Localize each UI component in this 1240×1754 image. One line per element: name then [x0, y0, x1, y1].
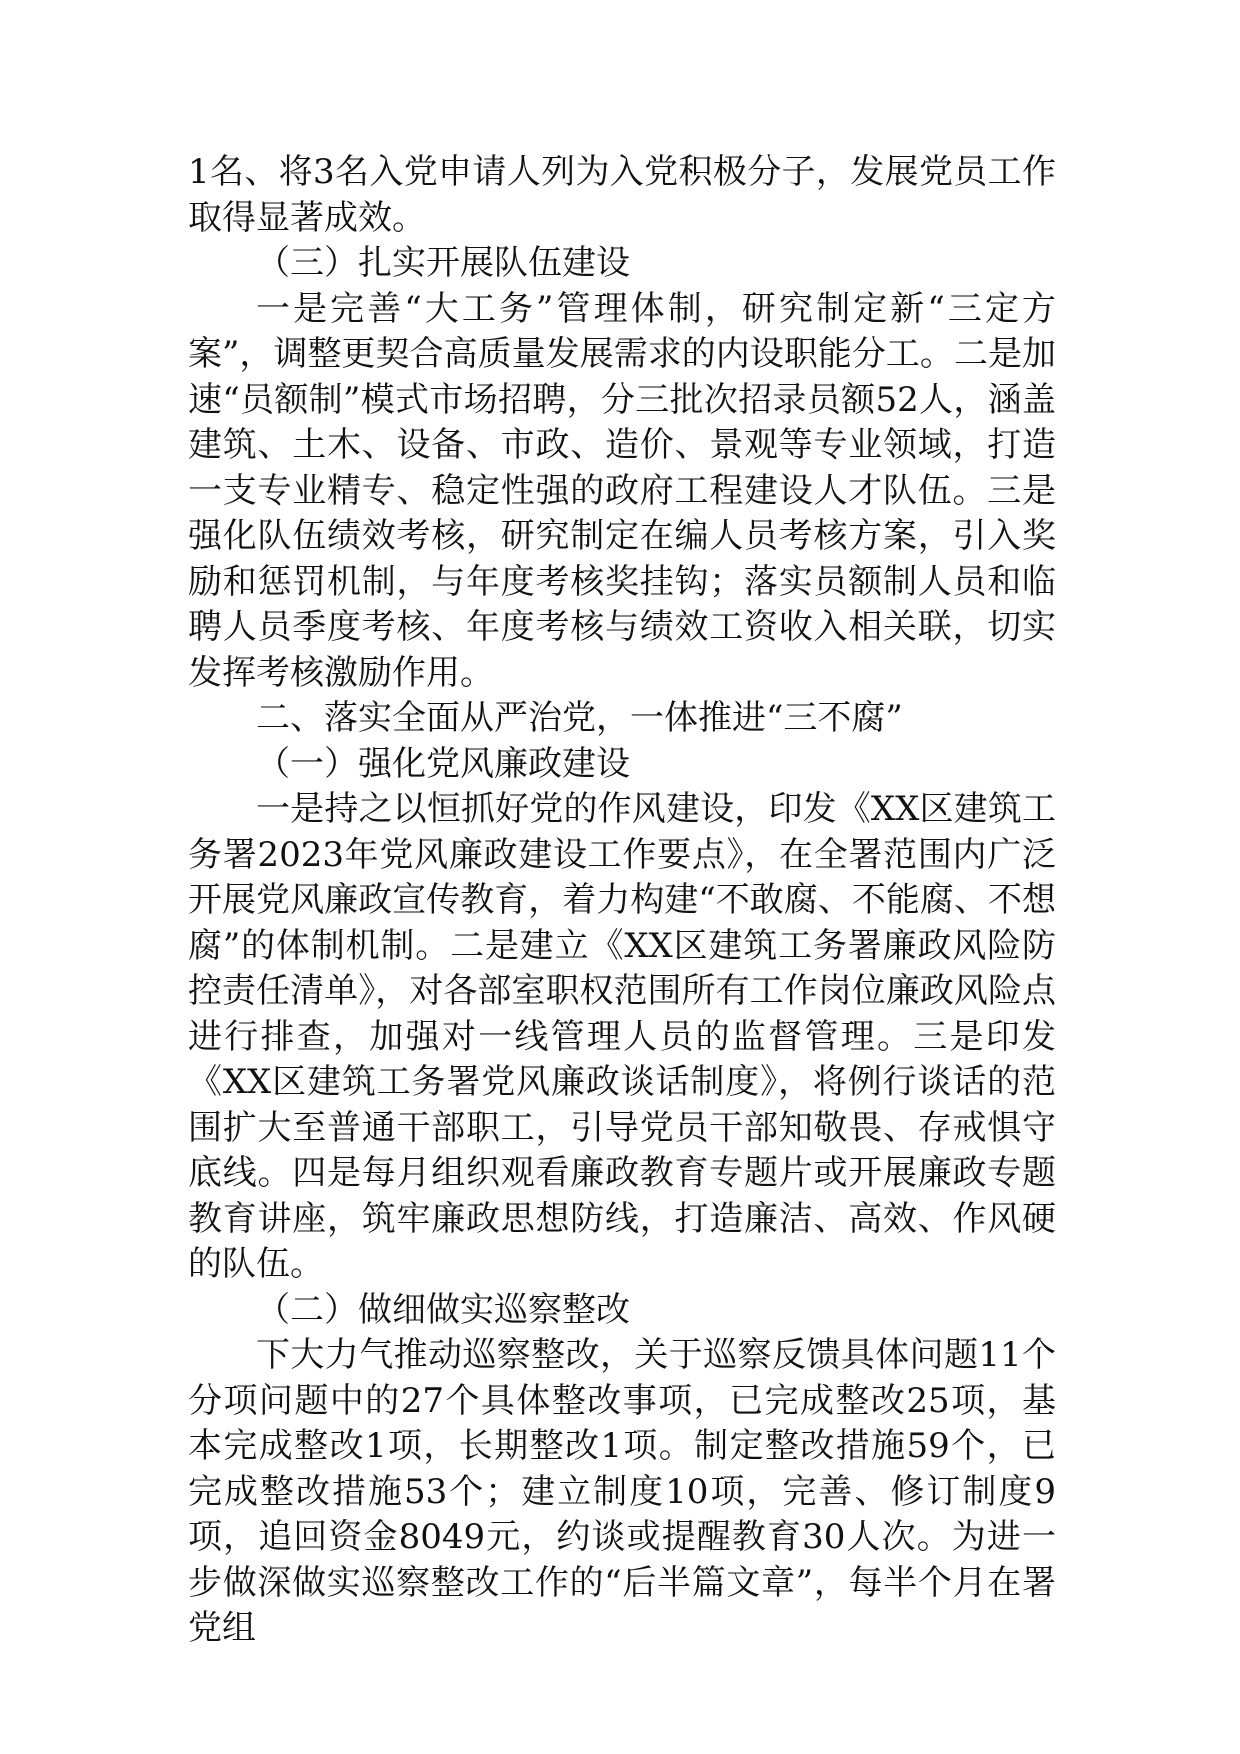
paragraph-continued: 1名、将3名入党申请人列为入党积极分子，发展党员工作取得显著成效。 — [188, 152, 1056, 238]
paragraph-team-building: 一是完善“大工务”管理体制，研究制定新“三定方案”，调整更契合高质量发展需求的内设职能分工。二是加速“员额制”模式市场招聘，分三批次招录员额52人，涵盖建筑、土木、设备、市政、造价、景观等专业领域，打造一支专业精专、稳定性强的政府工程建设人才队伍。三是强化队伍绩效考核，研究制定在编人员考核方案，引入奖励和惩罚机制，与年度考核奖挂钩；落实员额制人员和临聘人员季度考核、年度考核与绩效工资收入相关联，切实发挥考核激励作用。 — [188, 288, 1056, 693]
paragraph-inspection-rectification: 下大力气推动巡察整改，关于巡察反馈具体问题11个分项问题中的27个具体整改事项，已完成整改25项，基本完成整改1项，长期整改1项。制定整改措施59个，已完成整改措施53个；建立制度10项，完善、修订制度9项，追回资金8049元，约谈或提醒教育30人次。为进一步做深做实巡察整改工作的“后半篇文章”，每半个月在署党组 — [188, 1335, 1056, 1648]
subheading-clean-governance: （一）强化党风廉政建设 — [256, 743, 630, 784]
paragraph-clean-governance: 一是持之以恒抓好党的作风建设，印发《XX区建筑工务署2023年党风廉政建设工作要点》，在全署范围内广泛开展党风廉政宣传教育，着力构建“不敢腐、不能腐、不想腐”的体制机制。二是建立《XX区建筑工务署廉政风险防控责任清单》，对各部室职权范围所有工作岗位廉政风险点进行排查，加强对一线管理人员的监督管理。三是印发《XX区建筑工务署党风廉政谈话制度》，将例行谈话的范围扩大至普通干部职工，引导党员干部知敬畏、存戒惧守底线。四是每月组织观看廉政教育专题片或开展廉政专题教育讲座，筑牢廉政思想防线，打造廉洁、高效、作风硬的队伍。 — [188, 789, 1056, 1284]
document-page — [188, 150, 1056, 1652]
subheading-team-building: （三）扎实开展队伍建设 — [256, 243, 630, 283]
section-heading-party-discipline: 二、落实全面从严治党，一体推进“三不腐” — [256, 698, 903, 738]
subheading-inspection-rectification: （二）做细做实巡察整改 — [256, 1289, 630, 1330]
